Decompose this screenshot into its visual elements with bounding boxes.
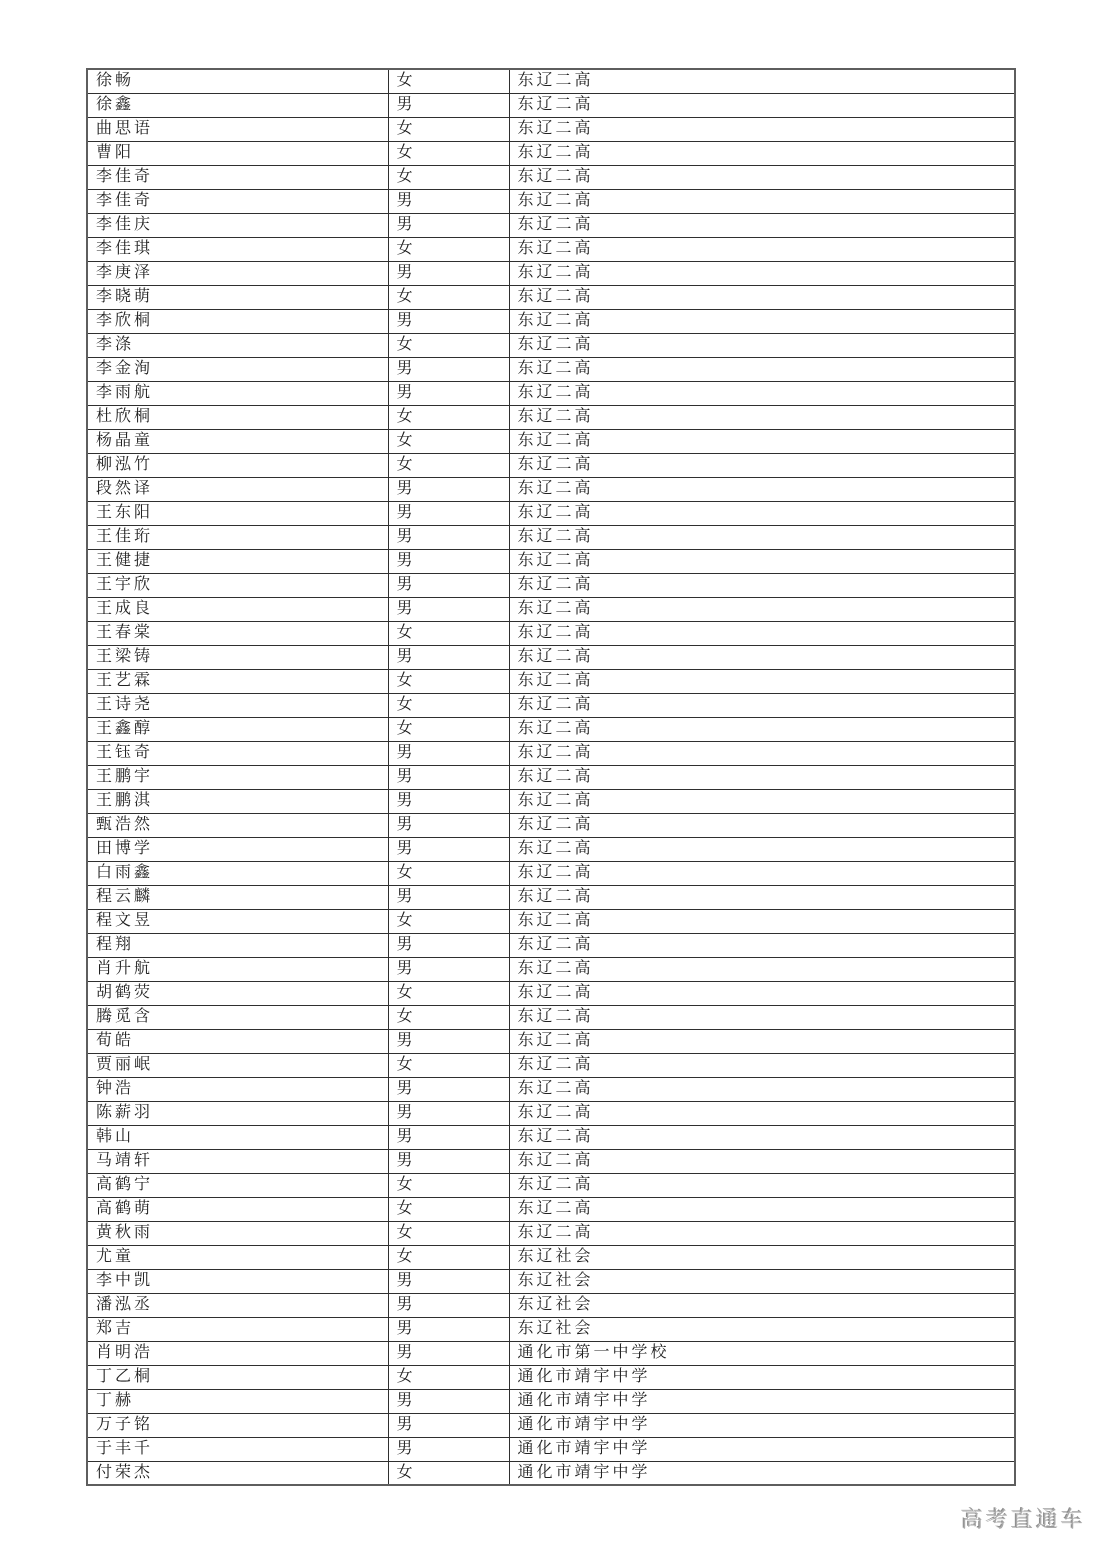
cell-school: 东辽二高: [509, 861, 1015, 885]
student-row: [87, 93, 1015, 117]
cell-name: 万子铭: [87, 1413, 388, 1437]
student-row: [87, 1173, 1015, 1197]
student-row: [87, 213, 1015, 237]
student-row: [87, 309, 1015, 333]
cell-school: 东辽二高: [509, 1005, 1015, 1029]
cell-school: 通化市靖宇中学: [509, 1365, 1015, 1389]
cell-name: 马靖轩: [87, 1149, 388, 1173]
student-row: [87, 1197, 1015, 1221]
cell-name: 王钰奇: [87, 741, 388, 765]
cell-school: 东辽二高: [509, 237, 1015, 261]
watermark-text: 高考直通车: [960, 1507, 1086, 1532]
cell-school: 东辽二高: [509, 1101, 1015, 1125]
cell-school: 东辽二高: [509, 453, 1015, 477]
cell-name: 胡鹤荧: [87, 981, 388, 1005]
cell-name: 王梁铸: [87, 645, 388, 669]
student-row: [87, 621, 1015, 645]
student-row: [87, 501, 1015, 525]
cell-name: 黄秋雨: [87, 1221, 388, 1245]
cell-name: 柳泓竹: [87, 453, 388, 477]
cell-school: 通化市靖宇中学: [509, 1389, 1015, 1413]
cell-gender: 女: [388, 1005, 509, 1029]
student-row: [87, 1149, 1015, 1173]
cell-name: 程文昱: [87, 909, 388, 933]
student-row: [87, 381, 1015, 405]
cell-school: 东辽二高: [509, 189, 1015, 213]
cell-name: 王健捷: [87, 549, 388, 573]
student-row: [87, 405, 1015, 429]
cell-school: 东辽二高: [509, 1197, 1015, 1221]
cell-school: 东辽二高: [509, 261, 1015, 285]
cell-gender: 男: [388, 309, 509, 333]
cell-gender: 女: [388, 333, 509, 357]
cell-gender: 男: [388, 573, 509, 597]
cell-gender: 女: [388, 141, 509, 165]
cell-name: 肖升航: [87, 957, 388, 981]
student-row: [87, 453, 1015, 477]
student-row: [87, 285, 1015, 309]
student-row: [87, 429, 1015, 453]
cell-name: 肖明浩: [87, 1341, 388, 1365]
cell-gender: 女: [388, 669, 509, 693]
cell-name: 程云麟: [87, 885, 388, 909]
student-row: [87, 1317, 1015, 1341]
cell-school: 东辽二高: [509, 1149, 1015, 1173]
cell-gender: 女: [388, 1365, 509, 1389]
cell-gender: 男: [388, 645, 509, 669]
cell-name: 李佳奇: [87, 165, 388, 189]
cell-school: 东辽二高: [509, 141, 1015, 165]
cell-name: 王佳珩: [87, 525, 388, 549]
cell-school: 东辽二高: [509, 1077, 1015, 1101]
student-row: [87, 333, 1015, 357]
cell-school: 东辽二高: [509, 909, 1015, 933]
student-row: [87, 477, 1015, 501]
student-row: [87, 789, 1015, 813]
cell-gender: 男: [388, 357, 509, 381]
cell-gender: 女: [388, 69, 509, 93]
cell-name: 荀皓: [87, 1029, 388, 1053]
cell-gender: 男: [388, 1125, 509, 1149]
cell-name: 程翔: [87, 933, 388, 957]
cell-gender: 女: [388, 861, 509, 885]
cell-name: 腾觅含: [87, 1005, 388, 1029]
cell-name: 甄浩然: [87, 813, 388, 837]
cell-name: 杜欣桐: [87, 405, 388, 429]
cell-gender: 男: [388, 525, 509, 549]
cell-name: 王诗尧: [87, 693, 388, 717]
cell-gender: 男: [388, 813, 509, 837]
cell-school: 通化市第一中学校: [509, 1341, 1015, 1365]
cell-name: 李佳奇: [87, 189, 388, 213]
cell-name: 李晓萌: [87, 285, 388, 309]
cell-gender: 男: [388, 741, 509, 765]
cell-name: 潘泓丞: [87, 1293, 388, 1317]
cell-name: 王鹏宇: [87, 765, 388, 789]
cell-name: 段然译: [87, 477, 388, 501]
cell-school: 东辽二高: [509, 597, 1015, 621]
cell-gender: 女: [388, 621, 509, 645]
student-row: [87, 165, 1015, 189]
student-row: [87, 813, 1015, 837]
cell-name: 付荣杰: [87, 1461, 388, 1485]
cell-name: 王宇欣: [87, 573, 388, 597]
cell-school: 东辽二高: [509, 93, 1015, 117]
cell-name: 高鹤宁: [87, 1173, 388, 1197]
cell-gender: 女: [388, 1245, 509, 1269]
student-row: [87, 549, 1015, 573]
cell-school: 东辽二高: [509, 333, 1015, 357]
student-row: [87, 933, 1015, 957]
cell-school: 东辽二高: [509, 789, 1015, 813]
cell-name: 李雨航: [87, 381, 388, 405]
cell-name: 徐鑫: [87, 93, 388, 117]
cell-name: 徐畅: [87, 69, 388, 93]
student-row: [87, 1413, 1015, 1437]
student-row: [87, 1365, 1015, 1389]
cell-gender: 男: [388, 933, 509, 957]
student-roster-table: [86, 68, 1016, 1486]
cell-school: 东辽二高: [509, 1173, 1015, 1197]
cell-name: 郑吉: [87, 1317, 388, 1341]
cell-name: 李欣桐: [87, 309, 388, 333]
cell-gender: 男: [388, 1341, 509, 1365]
cell-name: 于丰千: [87, 1437, 388, 1461]
student-row: [87, 1461, 1015, 1485]
student-row: [87, 261, 1015, 285]
cell-name: 曲思语: [87, 117, 388, 141]
cell-school: 东辽二高: [509, 69, 1015, 93]
cell-school: 东辽二高: [509, 501, 1015, 525]
student-row: [87, 69, 1015, 93]
student-row: [87, 117, 1015, 141]
student-row: [87, 1341, 1015, 1365]
cell-name: 李佳庆: [87, 213, 388, 237]
cell-gender: 男: [388, 501, 509, 525]
cell-gender: 男: [388, 1101, 509, 1125]
student-row: [87, 741, 1015, 765]
cell-gender: 男: [388, 957, 509, 981]
cell-gender: 女: [388, 117, 509, 141]
cell-name: 高鹤萌: [87, 1197, 388, 1221]
cell-name: 王艺霖: [87, 669, 388, 693]
student-row: [87, 1005, 1015, 1029]
student-row: [87, 669, 1015, 693]
cell-school: 东辽二高: [509, 621, 1015, 645]
cell-name: 钟浩: [87, 1077, 388, 1101]
student-row: [87, 597, 1015, 621]
cell-school: 东辽二高: [509, 837, 1015, 861]
cell-name: 李中凯: [87, 1269, 388, 1293]
student-row: [87, 1053, 1015, 1077]
cell-name: 王成良: [87, 597, 388, 621]
cell-school: 东辽二高: [509, 165, 1015, 189]
cell-gender: 女: [388, 285, 509, 309]
cell-gender: 男: [388, 1317, 509, 1341]
cell-school: 东辽二高: [509, 381, 1015, 405]
cell-gender: 男: [388, 1293, 509, 1317]
cell-school: 东辽二高: [509, 1125, 1015, 1149]
cell-gender: 女: [388, 717, 509, 741]
cell-school: 通化市靖宇中学: [509, 1437, 1015, 1461]
cell-gender: 女: [388, 405, 509, 429]
cell-name: 王东阳: [87, 501, 388, 525]
cell-gender: 男: [388, 765, 509, 789]
cell-gender: 男: [388, 837, 509, 861]
cell-name: 田博学: [87, 837, 388, 861]
cell-gender: 女: [388, 453, 509, 477]
cell-gender: 男: [388, 381, 509, 405]
student-row: [87, 141, 1015, 165]
cell-school: 东辽二高: [509, 645, 1015, 669]
cell-name: 李佳琪: [87, 237, 388, 261]
student-row: [87, 861, 1015, 885]
cell-gender: 男: [388, 1269, 509, 1293]
student-row: [87, 765, 1015, 789]
student-row: [87, 1437, 1015, 1461]
cell-gender: 女: [388, 693, 509, 717]
cell-gender: 女: [388, 237, 509, 261]
cell-school: 东辽二高: [509, 885, 1015, 909]
cell-name: 李庚泽: [87, 261, 388, 285]
cell-school: 通化市靖宇中学: [509, 1461, 1015, 1485]
cell-school: 东辽社会: [509, 1293, 1015, 1317]
student-row: [87, 837, 1015, 861]
student-row: [87, 1245, 1015, 1269]
cell-school: 东辽二高: [509, 357, 1015, 381]
student-row: [87, 1029, 1015, 1053]
student-row: [87, 525, 1015, 549]
cell-name: 杨晶童: [87, 429, 388, 453]
cell-school: 东辽二高: [509, 405, 1015, 429]
student-row: [87, 981, 1015, 1005]
student-row: [87, 885, 1015, 909]
cell-school: 东辽二高: [509, 669, 1015, 693]
cell-name: 李涤: [87, 333, 388, 357]
cell-name: 白雨鑫: [87, 861, 388, 885]
cell-name: 陈薪羽: [87, 1101, 388, 1125]
student-row: [87, 717, 1015, 741]
cell-school: 东辽二高: [509, 549, 1015, 573]
cell-school: 通化市靖宇中学: [509, 1413, 1015, 1437]
student-row: [87, 1125, 1015, 1149]
cell-gender: 男: [388, 1029, 509, 1053]
cell-school: 东辽社会: [509, 1269, 1015, 1293]
cell-name: 丁赫: [87, 1389, 388, 1413]
cell-school: 东辽二高: [509, 693, 1015, 717]
cell-name: 李金洵: [87, 357, 388, 381]
student-row: [87, 1293, 1015, 1317]
cell-gender: 女: [388, 1461, 509, 1485]
cell-school: 东辽二高: [509, 981, 1015, 1005]
cell-school: 东辽二高: [509, 813, 1015, 837]
cell-school: 东辽二高: [509, 957, 1015, 981]
cell-name: 尤童: [87, 1245, 388, 1269]
cell-gender: 男: [388, 477, 509, 501]
cell-gender: 女: [388, 909, 509, 933]
student-row: [87, 693, 1015, 717]
cell-gender: 女: [388, 165, 509, 189]
student-row: [87, 909, 1015, 933]
cell-school: 东辽二高: [509, 933, 1015, 957]
cell-gender: 女: [388, 981, 509, 1005]
student-row: [87, 1269, 1015, 1293]
cell-school: 东辽二高: [509, 765, 1015, 789]
cell-school: 东辽二高: [509, 525, 1015, 549]
cell-school: 东辽二高: [509, 1053, 1015, 1077]
student-row: [87, 237, 1015, 261]
cell-school: 东辽二高: [509, 477, 1015, 501]
cell-gender: 男: [388, 1149, 509, 1173]
cell-gender: 女: [388, 1053, 509, 1077]
cell-school: 东辽二高: [509, 717, 1015, 741]
student-row: [87, 357, 1015, 381]
cell-school: 东辽社会: [509, 1245, 1015, 1269]
student-row: [87, 573, 1015, 597]
cell-gender: 女: [388, 429, 509, 453]
cell-name: 韩山: [87, 1125, 388, 1149]
cell-school: 东辽二高: [509, 429, 1015, 453]
student-row: [87, 1077, 1015, 1101]
cell-gender: 女: [388, 1173, 509, 1197]
cell-gender: 男: [388, 549, 509, 573]
student-row: [87, 1389, 1015, 1413]
cell-school: 东辽二高: [509, 117, 1015, 141]
student-row: [87, 1101, 1015, 1125]
cell-gender: 男: [388, 1077, 509, 1101]
cell-school: 东辽二高: [509, 573, 1015, 597]
cell-gender: 男: [388, 885, 509, 909]
cell-gender: 男: [388, 597, 509, 621]
cell-school: 东辽二高: [509, 1029, 1015, 1053]
student-row: [87, 957, 1015, 981]
cell-gender: 女: [388, 1221, 509, 1245]
cell-school: 东辽二高: [509, 309, 1015, 333]
cell-school: 东辽二高: [509, 1221, 1015, 1245]
cell-gender: 男: [388, 93, 509, 117]
cell-name: 丁乙桐: [87, 1365, 388, 1389]
cell-gender: 男: [388, 1389, 509, 1413]
cell-school: 东辽二高: [509, 285, 1015, 309]
cell-gender: 男: [388, 789, 509, 813]
student-row: [87, 1221, 1015, 1245]
cell-gender: 男: [388, 261, 509, 285]
student-roster-body: [87, 69, 1015, 1485]
cell-gender: 男: [388, 1413, 509, 1437]
cell-name: 曹阳: [87, 141, 388, 165]
cell-school: 东辽二高: [509, 741, 1015, 765]
cell-gender: 男: [388, 1437, 509, 1461]
student-row: [87, 189, 1015, 213]
cell-name: 王鹏淇: [87, 789, 388, 813]
cell-gender: 女: [388, 1197, 509, 1221]
cell-name: 王春棠: [87, 621, 388, 645]
cell-name: 王鑫醇: [87, 717, 388, 741]
cell-gender: 男: [388, 189, 509, 213]
cell-school: 东辽社会: [509, 1317, 1015, 1341]
cell-school: 东辽二高: [509, 213, 1015, 237]
cell-gender: 男: [388, 213, 509, 237]
cell-name: 贾丽岷: [87, 1053, 388, 1077]
student-row: [87, 645, 1015, 669]
